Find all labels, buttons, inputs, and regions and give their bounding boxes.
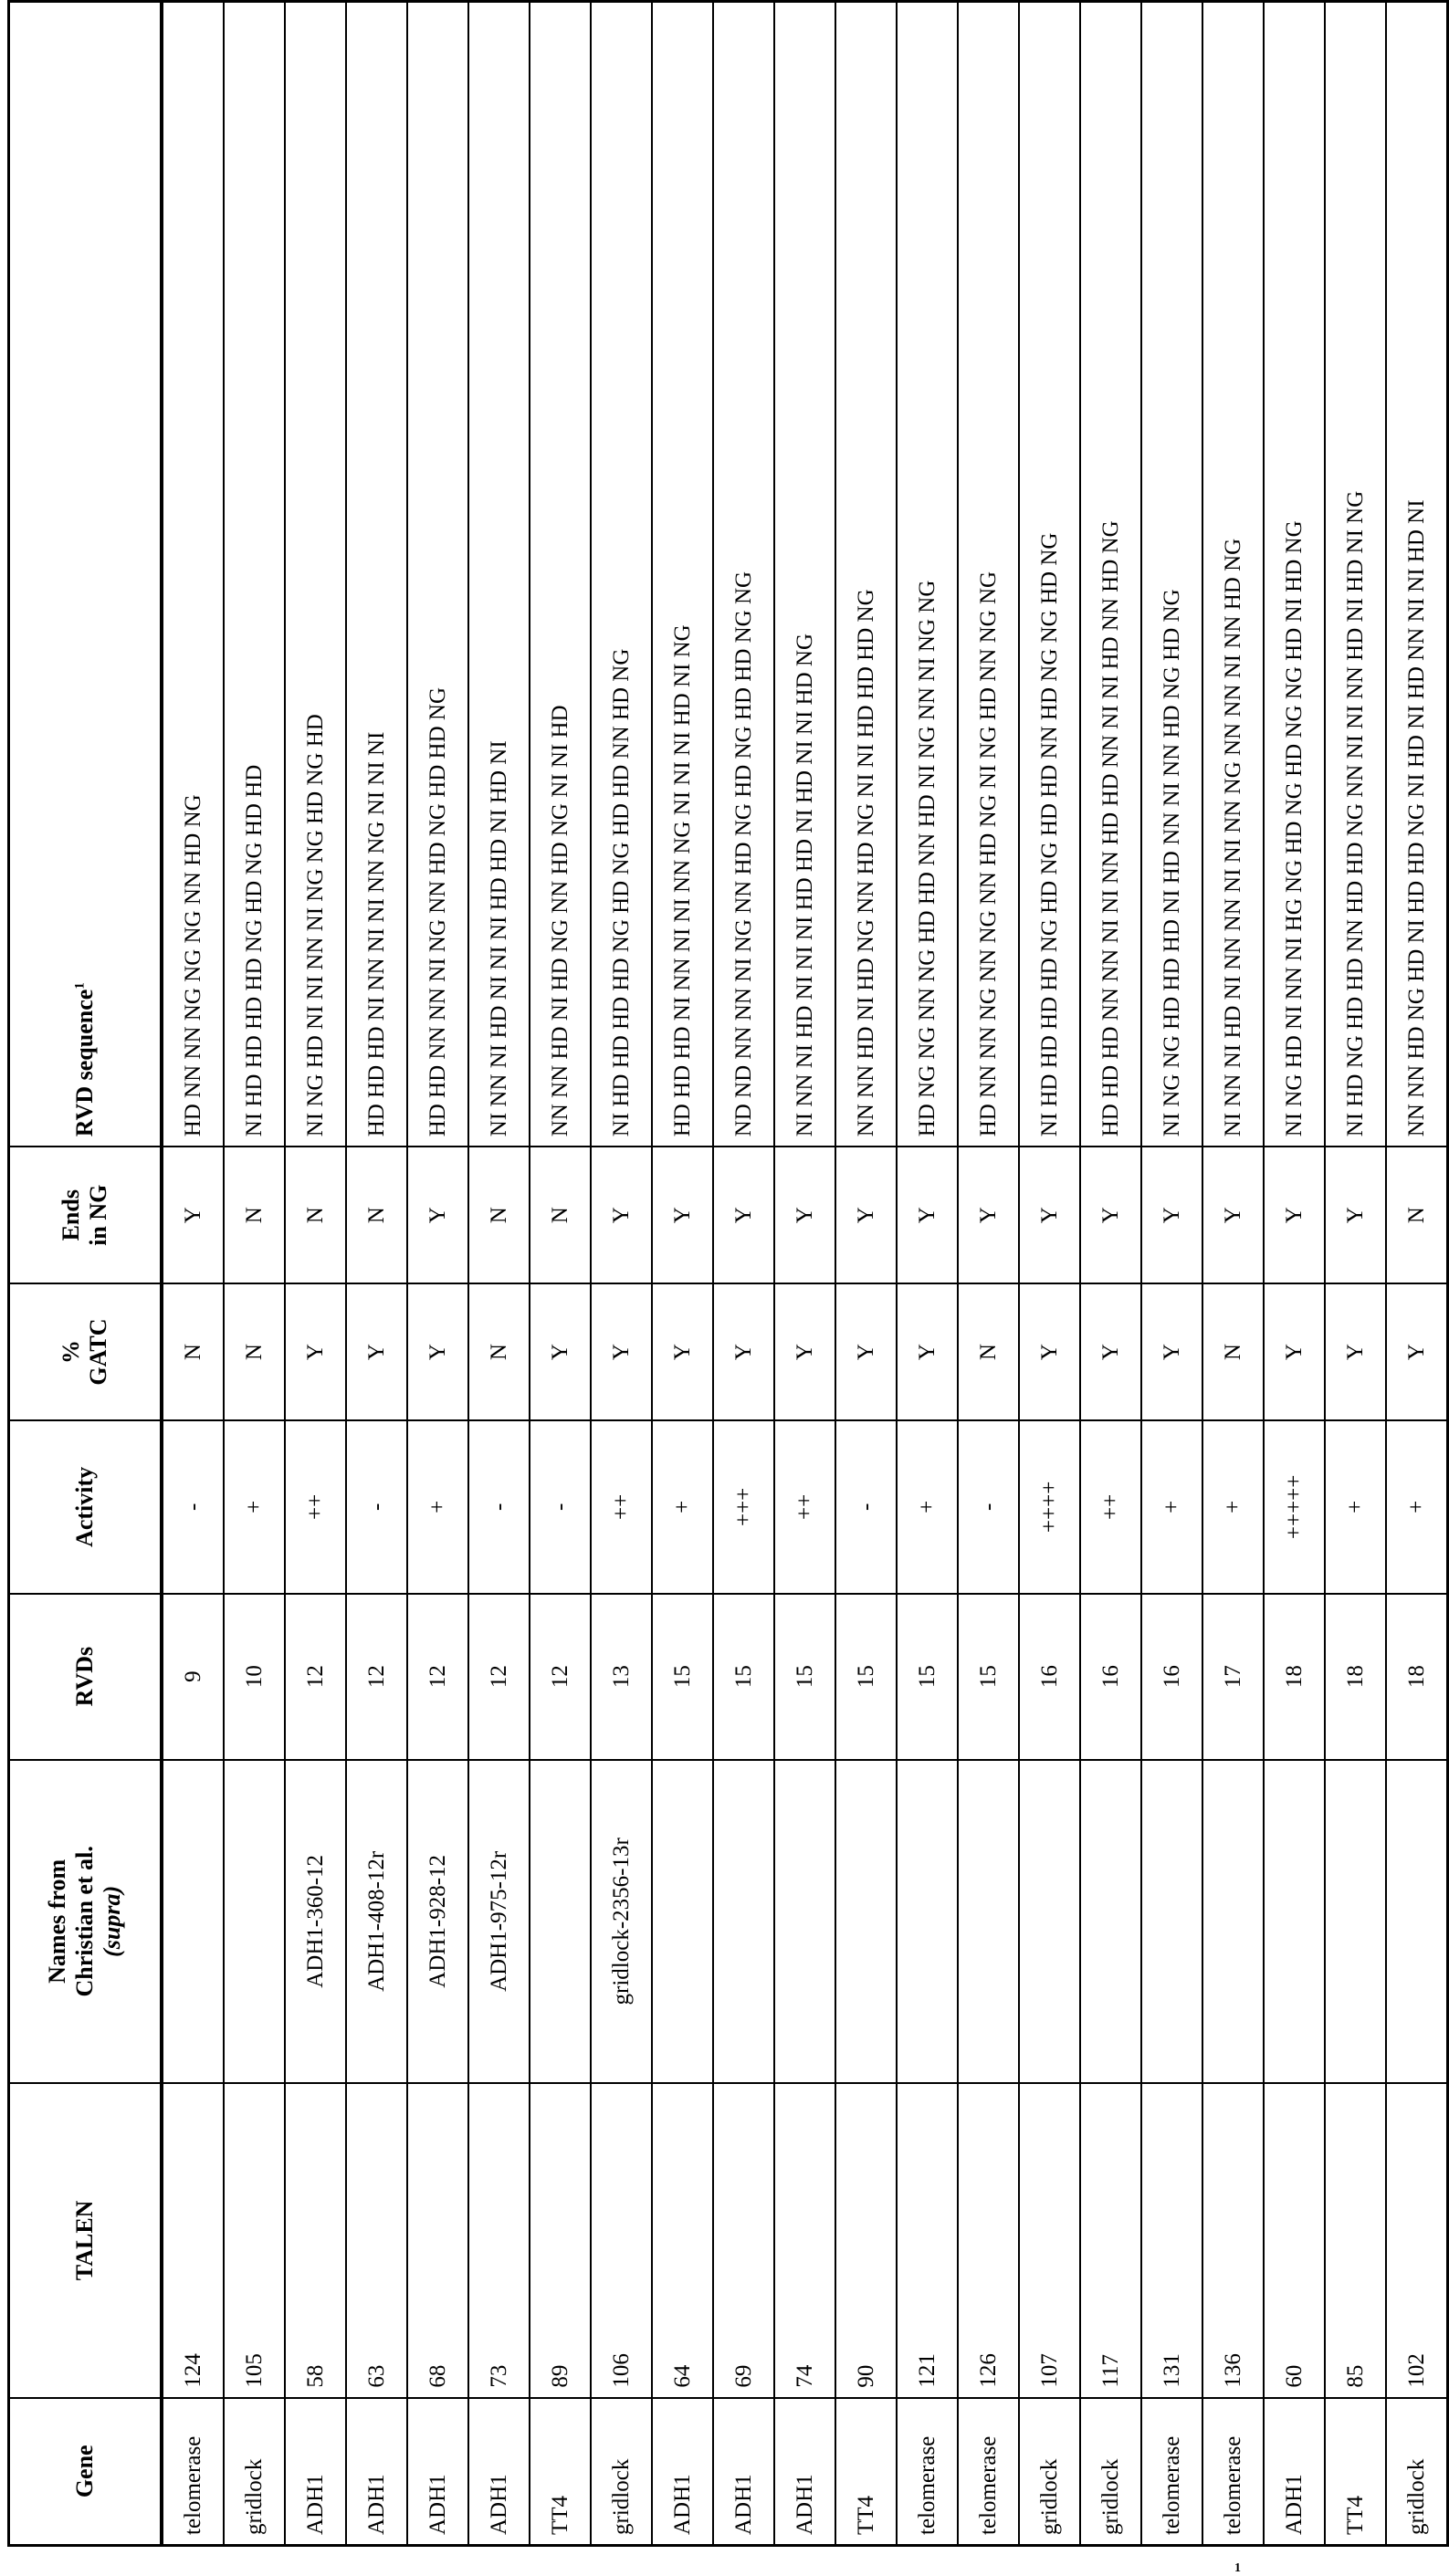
cell-rvds: 15: [958, 1594, 1019, 1760]
cell-gene: gridlock: [1019, 2398, 1080, 2546]
cell-gatc: Y: [1325, 1283, 1386, 1420]
table-row: [652, 2, 713, 2546]
cell-talen: 89: [530, 2083, 591, 2397]
cell-talen: 105: [224, 2083, 285, 2397]
cell-gene: ADH1: [713, 2398, 774, 2546]
cell-gene: ADH1: [346, 2398, 407, 2546]
cell-gatc: N: [162, 1283, 224, 1420]
cell-talen: 58: [285, 2083, 346, 2397]
cell-gene: telomerase: [162, 2398, 224, 2546]
cell-gatc: N: [1202, 1283, 1264, 1420]
cell-activity: +++++: [1264, 1420, 1325, 1594]
cell-rvd-sequence: NI NN NI HD NI NI NI HD HD NI HD NI: [468, 2, 530, 1147]
cell-gatc: Y: [1386, 1283, 1448, 1420]
cell-gatc: Y: [407, 1283, 468, 1420]
cell-activity: +: [897, 1420, 958, 1594]
cell-gene: ADH1: [285, 2398, 346, 2546]
cell-ends-ng: Y: [1141, 1147, 1202, 1283]
table-row: [407, 2, 468, 2546]
cell-rvds: 12: [346, 1594, 407, 1760]
cell-activity: -: [958, 1420, 1019, 1594]
cell-christian-name: [774, 1760, 835, 2084]
cell-activity: +++: [713, 1420, 774, 1594]
cell-talen: 69: [713, 2083, 774, 2397]
cell-talen: 73: [468, 2083, 530, 2397]
cell-activity: ++++: [1019, 1420, 1080, 1594]
cell-rvd-sequence: NN NN HD NI HD NG NN HD NG NI NI HD HD HD NG: [835, 2, 897, 1147]
cell-gatc: Y: [591, 1283, 652, 1420]
cell-christian-name: [224, 1760, 285, 2084]
cell-rvd-sequence: HD NG NG NN NG HD HD NN HD NI NG NN NI NG NG: [897, 2, 958, 1147]
cell-gene: ADH1: [774, 2398, 835, 2546]
cell-activity: ++: [774, 1420, 835, 1594]
cell-gatc: N: [468, 1283, 530, 1420]
cell-rvd-sequence: NI NN NI HD NI NN NN NI NI NN NG NN NN NI NN HD NG: [1202, 2, 1264, 1147]
cell-rvds: 12: [530, 1594, 591, 1760]
table-row: [285, 2, 346, 2546]
cell-activity: ++: [591, 1420, 652, 1594]
cell-christian-name: [897, 1760, 958, 2084]
cell-christian-name: [1202, 1760, 1264, 2084]
header-gene: Gene: [9, 2398, 163, 2546]
cell-activity: ++: [285, 1420, 346, 1594]
cell-gene: TT4: [835, 2398, 897, 2546]
cell-gatc: Y: [1141, 1283, 1202, 1420]
cell-christian-name: [713, 1760, 774, 2084]
cell-ends-ng: Y: [774, 1147, 835, 1283]
cell-gene: TT4: [1325, 2398, 1386, 2546]
cell-rvds: 15: [897, 1594, 958, 1760]
table-row: [530, 2, 591, 2546]
table-row: [224, 2, 285, 2546]
cell-talen: 63: [346, 2083, 407, 2397]
cell-rvd-sequence: HD HD NN NN NI NG NN HD NG HD HD NG: [407, 2, 468, 1147]
cell-talen: 60: [1264, 2083, 1325, 2397]
cell-gene: telomerase: [958, 2398, 1019, 2546]
cell-activity: ++: [1080, 1420, 1141, 1594]
cell-activity: -: [468, 1420, 530, 1594]
cell-talen: 68: [407, 2083, 468, 2397]
cell-christian-name: ADH1-975-12r: [468, 1760, 530, 2084]
header-ends-ng: Ends in NG: [9, 1147, 163, 1283]
cell-gene: gridlock: [1080, 2398, 1141, 2546]
cell-rvd-sequence: NN NN HD NI HD NG NN HD NG NI NI HD: [530, 2, 591, 1147]
cell-christian-name: [1019, 1760, 1080, 2084]
cell-rvd-sequence: NI HD HD HD HD NG HD NG HD HD NN HD NG NG HD NG: [1019, 2, 1080, 1147]
cell-activity: +: [1325, 1420, 1386, 1594]
cell-ends-ng: Y: [1264, 1147, 1325, 1283]
cell-gene: ADH1: [1264, 2398, 1325, 2546]
cell-christian-name: gridlock-2356-13r: [591, 1760, 652, 2084]
cell-rvd-sequence: ND ND NN NN NI NG NN HD NG HD NG HD HD NG NG: [713, 2, 774, 1147]
header-activity: Activity: [9, 1420, 163, 1594]
cell-ends-ng: N: [346, 1147, 407, 1283]
table-row: [1019, 2, 1080, 2546]
cell-gene: TT4: [530, 2398, 591, 2546]
cell-gatc: Y: [1019, 1283, 1080, 1420]
cell-rvd-sequence: HD NN NN NG NN NG NN HD NG NI NG HD NN NG NG: [958, 2, 1019, 1147]
header-gatc: % GATC: [9, 1283, 163, 1420]
cell-gene: ADH1: [652, 2398, 713, 2546]
cell-ends-ng: Y: [713, 1147, 774, 1283]
table-row: [591, 2, 652, 2546]
cell-gatc: Y: [1264, 1283, 1325, 1420]
cell-ends-ng: Y: [958, 1147, 1019, 1283]
cell-rvds: 12: [407, 1594, 468, 1760]
cell-rvds: 16: [1019, 1594, 1080, 1760]
cell-rvds: 13: [591, 1594, 652, 1760]
cell-rvds: 15: [652, 1594, 713, 1760]
cell-christian-name: [1141, 1760, 1202, 2084]
cell-gatc: Y: [713, 1283, 774, 1420]
cell-gene: gridlock: [1386, 2398, 1448, 2546]
cell-gene: ADH1: [407, 2398, 468, 2546]
cell-activity: +: [1202, 1420, 1264, 1594]
cell-gene: telomerase: [897, 2398, 958, 2546]
cell-gatc: Y: [346, 1283, 407, 1420]
cell-gatc: N: [958, 1283, 1019, 1420]
cell-rvds: 16: [1080, 1594, 1141, 1760]
cell-ends-ng: Y: [591, 1147, 652, 1283]
cell-rvd-sequence: NN NN HD NG HD NI HD HD NG NI HD NI HD NN NI NI HD NI: [1386, 2, 1448, 1147]
cell-talen: 64: [652, 2083, 713, 2397]
cell-ends-ng: Y: [407, 1147, 468, 1283]
cell-gatc: Y: [835, 1283, 897, 1420]
cell-gatc: Y: [1080, 1283, 1141, 1420]
cell-talen: 85: [1325, 2083, 1386, 2397]
cell-talen: 117: [1080, 2083, 1141, 2397]
cell-rvd-sequence: HD HD HD NN NN NI NI NN HD HD NN NI NI HD NN HD NG: [1080, 2, 1141, 1147]
cell-ends-ng: Y: [835, 1147, 897, 1283]
cell-christian-name: [1080, 1760, 1141, 2084]
table-row: [1386, 2, 1448, 2546]
cell-ends-ng: N: [1386, 1147, 1448, 1283]
cell-activity: +: [407, 1420, 468, 1594]
cell-gene: telomerase: [1202, 2398, 1264, 2546]
cell-ends-ng: Y: [897, 1147, 958, 1283]
cell-christian-name: [1264, 1760, 1325, 2084]
cell-christian-name: [652, 1760, 713, 2084]
cell-rvd-sequence: NI HD NG HD HD NN HD HD NG NN NI NI NN HD NI HD NI NG: [1325, 2, 1386, 1147]
cell-christian-name: [958, 1760, 1019, 2084]
cell-rvd-sequence: NI NG HD NI NN NI HG NG HD NG HD NG NG HD NI HD NG: [1264, 2, 1325, 1147]
cell-gatc: Y: [897, 1283, 958, 1420]
cell-rvds: 15: [713, 1594, 774, 1760]
cell-gatc: Y: [285, 1283, 346, 1420]
table-row: [162, 2, 224, 2546]
cell-ends-ng: N: [224, 1147, 285, 1283]
cell-christian-name: ADH1-408-12r: [346, 1760, 407, 2084]
cell-ends-ng: N: [468, 1147, 530, 1283]
cell-rvds: 10: [224, 1594, 285, 1760]
cell-activity: +: [652, 1420, 713, 1594]
cell-rvds: 12: [285, 1594, 346, 1760]
cell-rvds: 15: [835, 1594, 897, 1760]
cell-rvds: 16: [1141, 1594, 1202, 1760]
cell-talen: 74: [774, 2083, 835, 2397]
header-rvd-sequence: RVD sequence$^1$: [9, 2, 163, 1147]
cell-activity: -: [346, 1420, 407, 1594]
cell-ends-ng: N: [530, 1147, 591, 1283]
cell-gatc: Y: [530, 1283, 591, 1420]
cell-ends-ng: Y: [1080, 1147, 1141, 1283]
cell-rvd-sequence: HD HD HD NI NN NI NI NN NG NI NI NI HD NI NG: [652, 2, 713, 1147]
cell-rvd-sequence: NI NG HD NI NI NN NI NG NG HD NG HD: [285, 2, 346, 1147]
cell-gene: telomerase: [1141, 2398, 1202, 2546]
cell-gatc: Y: [774, 1283, 835, 1420]
cell-rvds: 18: [1325, 1594, 1386, 1760]
cell-christian-name: [530, 1760, 591, 2084]
cell-rvds: 17: [1202, 1594, 1264, 1760]
cell-ends-ng: Y: [1019, 1147, 1080, 1283]
table-row: [835, 2, 897, 2546]
cell-ends-ng: N: [285, 1147, 346, 1283]
cell-activity: -: [835, 1420, 897, 1594]
cell-rvds: 15: [774, 1594, 835, 1760]
cell-talen: 107: [1019, 2083, 1080, 2397]
cell-talen: 121: [897, 2083, 958, 2397]
cell-gene: gridlock: [224, 2398, 285, 2546]
cell-gatc: N: [224, 1283, 285, 1420]
cell-activity: +: [1141, 1420, 1202, 1594]
header-row: [9, 2, 163, 2546]
table-row: [897, 2, 958, 2546]
cell-talen: 102: [1386, 2083, 1448, 2397]
table-row: [774, 2, 835, 2546]
table-row: [1141, 2, 1202, 2546]
cell-rvd-sequence: NI HD HD HD HD NG HD NG HD HD: [224, 2, 285, 1147]
cell-ends-ng: Y: [1202, 1147, 1264, 1283]
cell-rvd-sequence: HD HD HD NI NN NI NI NN NG NI NI NI: [346, 2, 407, 1147]
cell-rvd-sequence: NI NG NG HD HD HD NI HD NN NI NN HD NG HD NG: [1141, 2, 1202, 1147]
header-names: Names from Christian et al. (supra): [9, 1760, 163, 2084]
cell-activity: -: [162, 1420, 224, 1594]
rotated-page: [7, 0, 1429, 2547]
table-row: [1202, 2, 1264, 2546]
talen-activity-table: [7, 0, 1449, 2547]
cell-christian-name: ADH1-360-12: [285, 1760, 346, 2084]
cell-talen: 136: [1202, 2083, 1264, 2397]
table-row: [1325, 2, 1386, 2546]
header-rvds: RVDs: [9, 1594, 163, 1760]
cell-ends-ng: Y: [652, 1147, 713, 1283]
cell-christian-name: [162, 1760, 224, 2084]
cell-gene: gridlock: [591, 2398, 652, 2546]
table-row: [468, 2, 530, 2546]
cell-talen: 126: [958, 2083, 1019, 2397]
cell-talen: 131: [1141, 2083, 1202, 2397]
cell-ends-ng: Y: [162, 1147, 224, 1283]
header-talen: TALEN: [9, 2083, 163, 2397]
cell-christian-name: [835, 1760, 897, 2084]
cell-rvds: 18: [1264, 1594, 1325, 1760]
footnote-mark: 1: [1234, 2561, 1241, 2575]
cell-rvd-sequence: NI NN NI HD NI NI NI HD HD NI HD NI NI HD NG: [774, 2, 835, 1147]
cell-activity: -: [530, 1420, 591, 1594]
cell-talen: 106: [591, 2083, 652, 2397]
table-row: [958, 2, 1019, 2546]
cell-talen: 90: [835, 2083, 897, 2397]
cell-talen: 124: [162, 2083, 224, 2397]
cell-gatc: Y: [652, 1283, 713, 1420]
table-row: [713, 2, 774, 2546]
cell-rvds: 9: [162, 1594, 224, 1760]
cell-christian-name: [1325, 1760, 1386, 2084]
cell-ends-ng: Y: [1325, 1147, 1386, 1283]
cell-christian-name: [1386, 1760, 1448, 2084]
table-row: [1264, 2, 1325, 2546]
cell-rvd-sequence: HD NN NN NG NG NG NN HD NG: [162, 2, 224, 1147]
cell-activity: +: [1386, 1420, 1448, 1594]
cell-rvds: 12: [468, 1594, 530, 1760]
cell-rvd-sequence: NI HD HD HD HD NG HD NG HD HD NN HD NG: [591, 2, 652, 1147]
table-row: [1080, 2, 1141, 2546]
cell-rvds: 18: [1386, 1594, 1448, 1760]
cell-gene: ADH1: [468, 2398, 530, 2546]
cell-activity: +: [224, 1420, 285, 1594]
table-row: [346, 2, 407, 2546]
cell-christian-name: ADH1-928-12: [407, 1760, 468, 2084]
